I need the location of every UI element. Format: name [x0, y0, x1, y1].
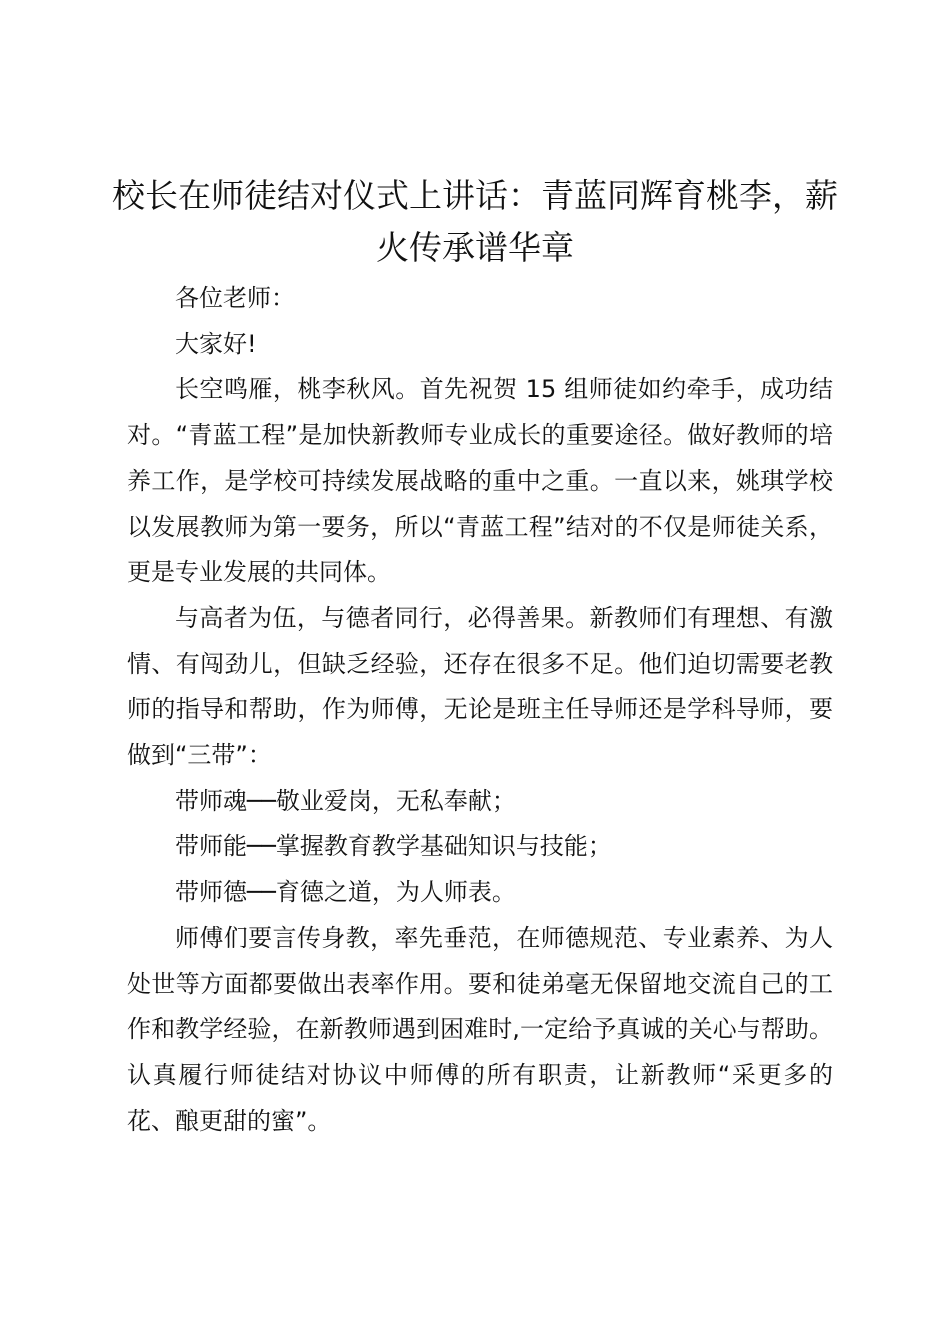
document-body	[127, 276, 833, 1144]
document-title: 校长在师徒结对仪式上讲话：青蓝同辉育桃李，薪火传承谱华章	[112, 176, 838, 267]
paragraph-salutation: 各位老师：	[175, 284, 295, 312]
paragraph-list-item: 带师能──掌握教育教学基础知识与技能；	[175, 832, 612, 861]
paragraph-opening: 长空鸣雁，桃李秋风。首先祝贺 15 组师徒如约牵手，成功结对。“青蓝工程”是加快新教师专业成长的重要途径。做好教师的培养工作，是学校可持续发展战略的重中之重。一直以来，姚琪学校以发展教师为第一要务，所以“青蓝工程”结对的不仅是师徒关系，更是专业发展的共同体。	[127, 375, 833, 587]
paragraph-list-item: 带师德──育德之道，为人师表。	[175, 878, 516, 907]
paragraph-mentors: 师傅们要言传身教，率先垂范，在师德规范、专业素养、为人处世等方面都要做出表率作用。要和徒弟毫无保留地交流自己的工作和教学经验，在新教师遇到困难时,一定给予真诚的关心与帮助。认真履行师徒结对协议中师傅的所有职责，让新教师“采更多的花、酿更甜的蜜”。	[127, 923, 833, 1135]
paragraph-greeting: 大家好!	[175, 329, 257, 358]
paragraph-new-teachers: 与高者为伍，与德者同行，必得善果。新教师们有理想、有激情、有闯劲儿，但缺乏经验，还存在很多不足。他们迫切需要老教师的指导和帮助，作为师傅，无论是班主任导师还是学科导师，要做到“三带”：	[127, 603, 833, 770]
paragraph-list-item: 带师魂──敬业爱岗，无私奉献；	[175, 786, 516, 815]
